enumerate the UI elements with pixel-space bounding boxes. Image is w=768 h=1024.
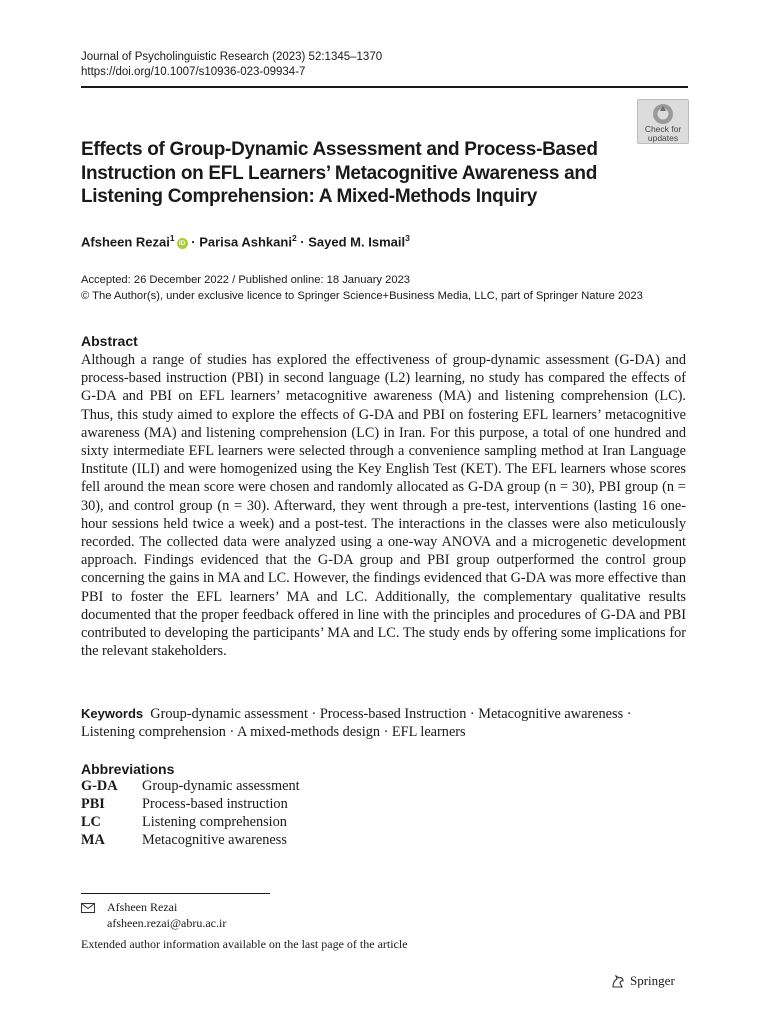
abbreviations-heading: Abbreviations: [81, 761, 175, 777]
abbreviation-full: Process-based instruction: [142, 796, 288, 812]
abbreviation-row: [81, 831, 300, 849]
contact-name: Afsheen Rezai: [107, 900, 178, 914]
abstract-text: Although a range of studies has explored the effectiveness of group-dynamic assessment (G-DA) and process-based instruction (PBI) in second language (L2) learning, no study has compared the effects of G-DA and PBI on EFL learners’ metacognitive awareness (MA) and listening comprehension (LC). Thus, this study aimed to explore the effects of G-DA and PBI on fostering EFL learners’ metacognitive awareness (MA) and listening comprehension (LC) in Iran. For this purpose, a total of one hundred and sixty intermediate EFL learners were selected through a convenience sampling method at Iran Language Institute (ILI) and were homogenized using the Key English Test (KET). The EFL learners whose scores fell around the mean score were chosen and randomly allocated as G-DA group (n = 30), PBI group (n = 30), and control group (n = 30). Afterward, they went through a pre-test, interventions (lasting 16 one-hour sessions held twice a week) and a post-test. The interactions in the classes were also meticulously recorded. The collected data were analyzed using a one-way ANOVA and a microgenetic development approach. Findings evidenced that the G-DA group and PBI group outperformed the control group concerning the gains in MA and LC. However, the findings evidenced that G-DA was more effective than PBI to foster the EFL learners’ MA and LC. Additionally, the complementary qualitative results documented that the proper feedback offered in line with the principles and procedures of G-DA and PBI contributed to developing the participants’ MA and LC. The study ends by offering some implications for the relevant stakeholders.: [81, 352, 686, 660]
envelope-icon: [81, 903, 95, 913]
author-affiliation: 3: [405, 233, 410, 243]
abbreviation-full: Listening comprehension: [142, 814, 287, 830]
abbreviation: MA: [81, 832, 105, 848]
publisher-name: Springer: [630, 973, 675, 988]
author-affiliation: 2: [291, 233, 297, 243]
keywords-text: Group-dynamic assessment · Process-based Instruction · Metacognitive awareness · Listening comprehension · A mixed-methods design · EFL learners: [81, 706, 632, 741]
abbreviation-row: [81, 777, 300, 795]
doi-link[interactable]: https://doi.org/10.1007/s10936-023-09934-7: [81, 66, 306, 78]
abbreviation-row: [81, 813, 300, 831]
keywords-section: [81, 705, 686, 741]
check-updates-line1: Check for: [644, 124, 682, 134]
springer-horse-icon: [610, 973, 626, 989]
keywords-label: Keywords: [81, 706, 144, 721]
article-title: Effects of Group-Dynamic Assessment and Process-Based Instruction on EFL Learners’ Metacognitive Awareness and Listening Comprehension: A Mixed-Methods Inquiry: [81, 139, 598, 207]
abbreviation: PBI: [81, 796, 105, 812]
check-for-updates-badge[interactable]: [637, 99, 689, 144]
footnote-rule: [81, 893, 270, 894]
header-rule: [81, 86, 688, 88]
author-separator: ·: [191, 234, 196, 250]
check-updates-line2: updates: [647, 132, 679, 143]
check-updates-icon: [652, 103, 674, 125]
author-list: [81, 233, 410, 249]
abstract-heading: Abstract: [81, 333, 138, 349]
corresponding-author: [107, 900, 226, 931]
orcid-icon[interactable]: iD: [177, 238, 188, 249]
springer-logo[interactable]: [610, 973, 675, 989]
author-name[interactable]: Parisa Ashkani: [199, 234, 292, 250]
abbreviation-full: Group-dynamic assessment: [142, 778, 300, 794]
abbreviation: LC: [81, 814, 101, 830]
abbreviation: G-DA: [81, 778, 118, 794]
contact-email[interactable]: afsheen.rezai@abru.ac.ir: [107, 915, 227, 930]
extended-author-info: Extended author information available on the last page of the article: [81, 937, 408, 951]
abbreviations-table: [81, 777, 300, 849]
publication-dates: [81, 273, 643, 304]
journal-citation: Journal of Psycholinguistic Research (2023) 52:1345–1370: [81, 51, 383, 63]
abbreviation-full: Metacognitive awareness: [142, 832, 287, 848]
copyright-notice: © The Author(s), under exclusive licence to Springer Science+Business Media, LLC, part of Springer Nature 2023: [81, 289, 643, 302]
journal-header: [81, 50, 382, 80]
author-separator: ·: [300, 234, 305, 250]
abbreviation-row: [81, 795, 300, 813]
author-name[interactable]: Sayed M. Ismail: [308, 234, 406, 250]
author-affiliation: 1: [169, 233, 175, 243]
author-name[interactable]: Afsheen Rezai: [81, 234, 170, 250]
accepted-published-dates: Accepted: 26 December 2022 / Published online: 18 January 2023: [81, 274, 411, 286]
